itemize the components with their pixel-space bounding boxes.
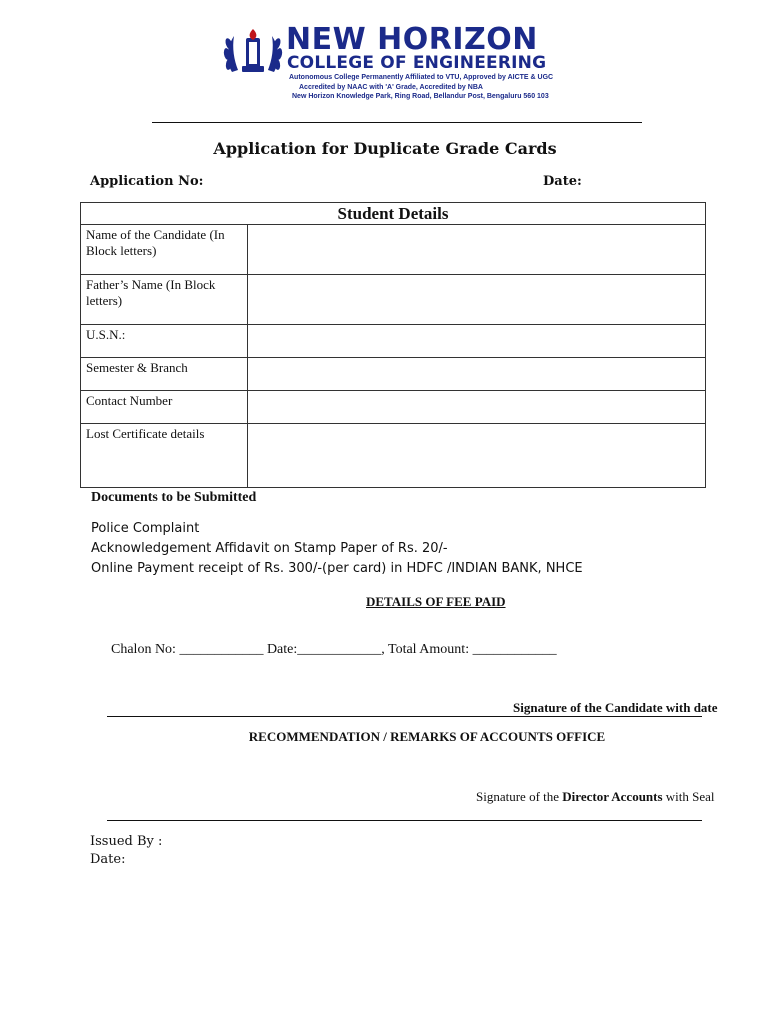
form-title: Application for Duplicate Grade Cards	[213, 139, 557, 158]
header-divider	[152, 122, 642, 123]
table-row	[81, 225, 706, 275]
fee-details-line: Chalon No: ____________ Date:____________, Total Amount: ____________	[111, 642, 557, 657]
candidate-name-label: Name of the Candidate (In Block letters)	[81, 225, 248, 275]
college-name-line1: NEW HORIZON	[286, 22, 538, 57]
issued-by-label: Issued By :	[90, 834, 163, 849]
signature-line	[107, 716, 702, 717]
director-signature-prefix: Signature of the	[476, 789, 563, 804]
table-row	[81, 391, 706, 424]
college-name-line2: COLLEGE OF ENGINEERING	[287, 53, 547, 73]
lost-certificate-label: Lost Certificate details	[81, 424, 248, 488]
candidate-name-field[interactable]	[248, 225, 706, 275]
director-title: Director Accounts	[562, 789, 663, 804]
address-line: New Horizon Knowledge Park, Ring Road, Bellandur Post, Bengaluru 560 103	[292, 93, 549, 100]
documents-heading: Documents to be Submitted	[91, 490, 257, 505]
semester-branch-label: Semester & Branch	[81, 358, 248, 391]
lost-certificate-field[interactable]	[248, 424, 706, 488]
table-row	[81, 325, 706, 358]
application-no-label: Application No:	[90, 174, 204, 189]
student-details-table	[80, 202, 706, 488]
document-item: Police Complaint	[91, 521, 200, 536]
college-emblem-icon	[222, 28, 284, 76]
recommendation-heading: RECOMMENDATION / REMARKS OF ACCOUNTS OFFICE	[248, 729, 606, 744]
accreditation-line2: Accredited by NAAC with 'A' Grade, Accredited by NBA	[299, 84, 483, 91]
signature-line	[107, 820, 702, 821]
father-name-label: Father’s Name (In Block letters)	[81, 275, 248, 325]
father-name-field[interactable]	[248, 275, 706, 325]
usn-field[interactable]	[248, 325, 706, 358]
table-row	[81, 358, 706, 391]
usn-label: U.S.N.:	[81, 325, 248, 358]
candidate-signature-label: Signature of the Candidate with date	[513, 700, 718, 715]
accreditation-line1: Autonomous College Permanently Affiliated to VTU, Approved by AICTE & UGC	[289, 74, 554, 81]
director-signature-label	[476, 789, 715, 805]
semester-branch-field[interactable]	[248, 358, 706, 391]
document-item: Acknowledgement Affidavit on Stamp Paper of Rs. 20/-	[91, 541, 448, 556]
contact-number-label: Contact Number	[81, 391, 248, 424]
table-row	[81, 424, 706, 488]
document-item: Online Payment receipt of Rs. 300/-(per card) in HDFC /INDIAN BANK, NHCE	[91, 561, 583, 576]
date-label: Date:	[543, 174, 582, 189]
contact-number-field[interactable]	[248, 391, 706, 424]
fee-heading: DETAILS OF FEE PAID	[366, 594, 506, 609]
table-row	[81, 275, 706, 325]
issued-date-label: Date:	[90, 852, 126, 867]
student-details-heading: Student Details	[81, 203, 706, 225]
director-signature-suffix: with Seal	[662, 789, 715, 804]
